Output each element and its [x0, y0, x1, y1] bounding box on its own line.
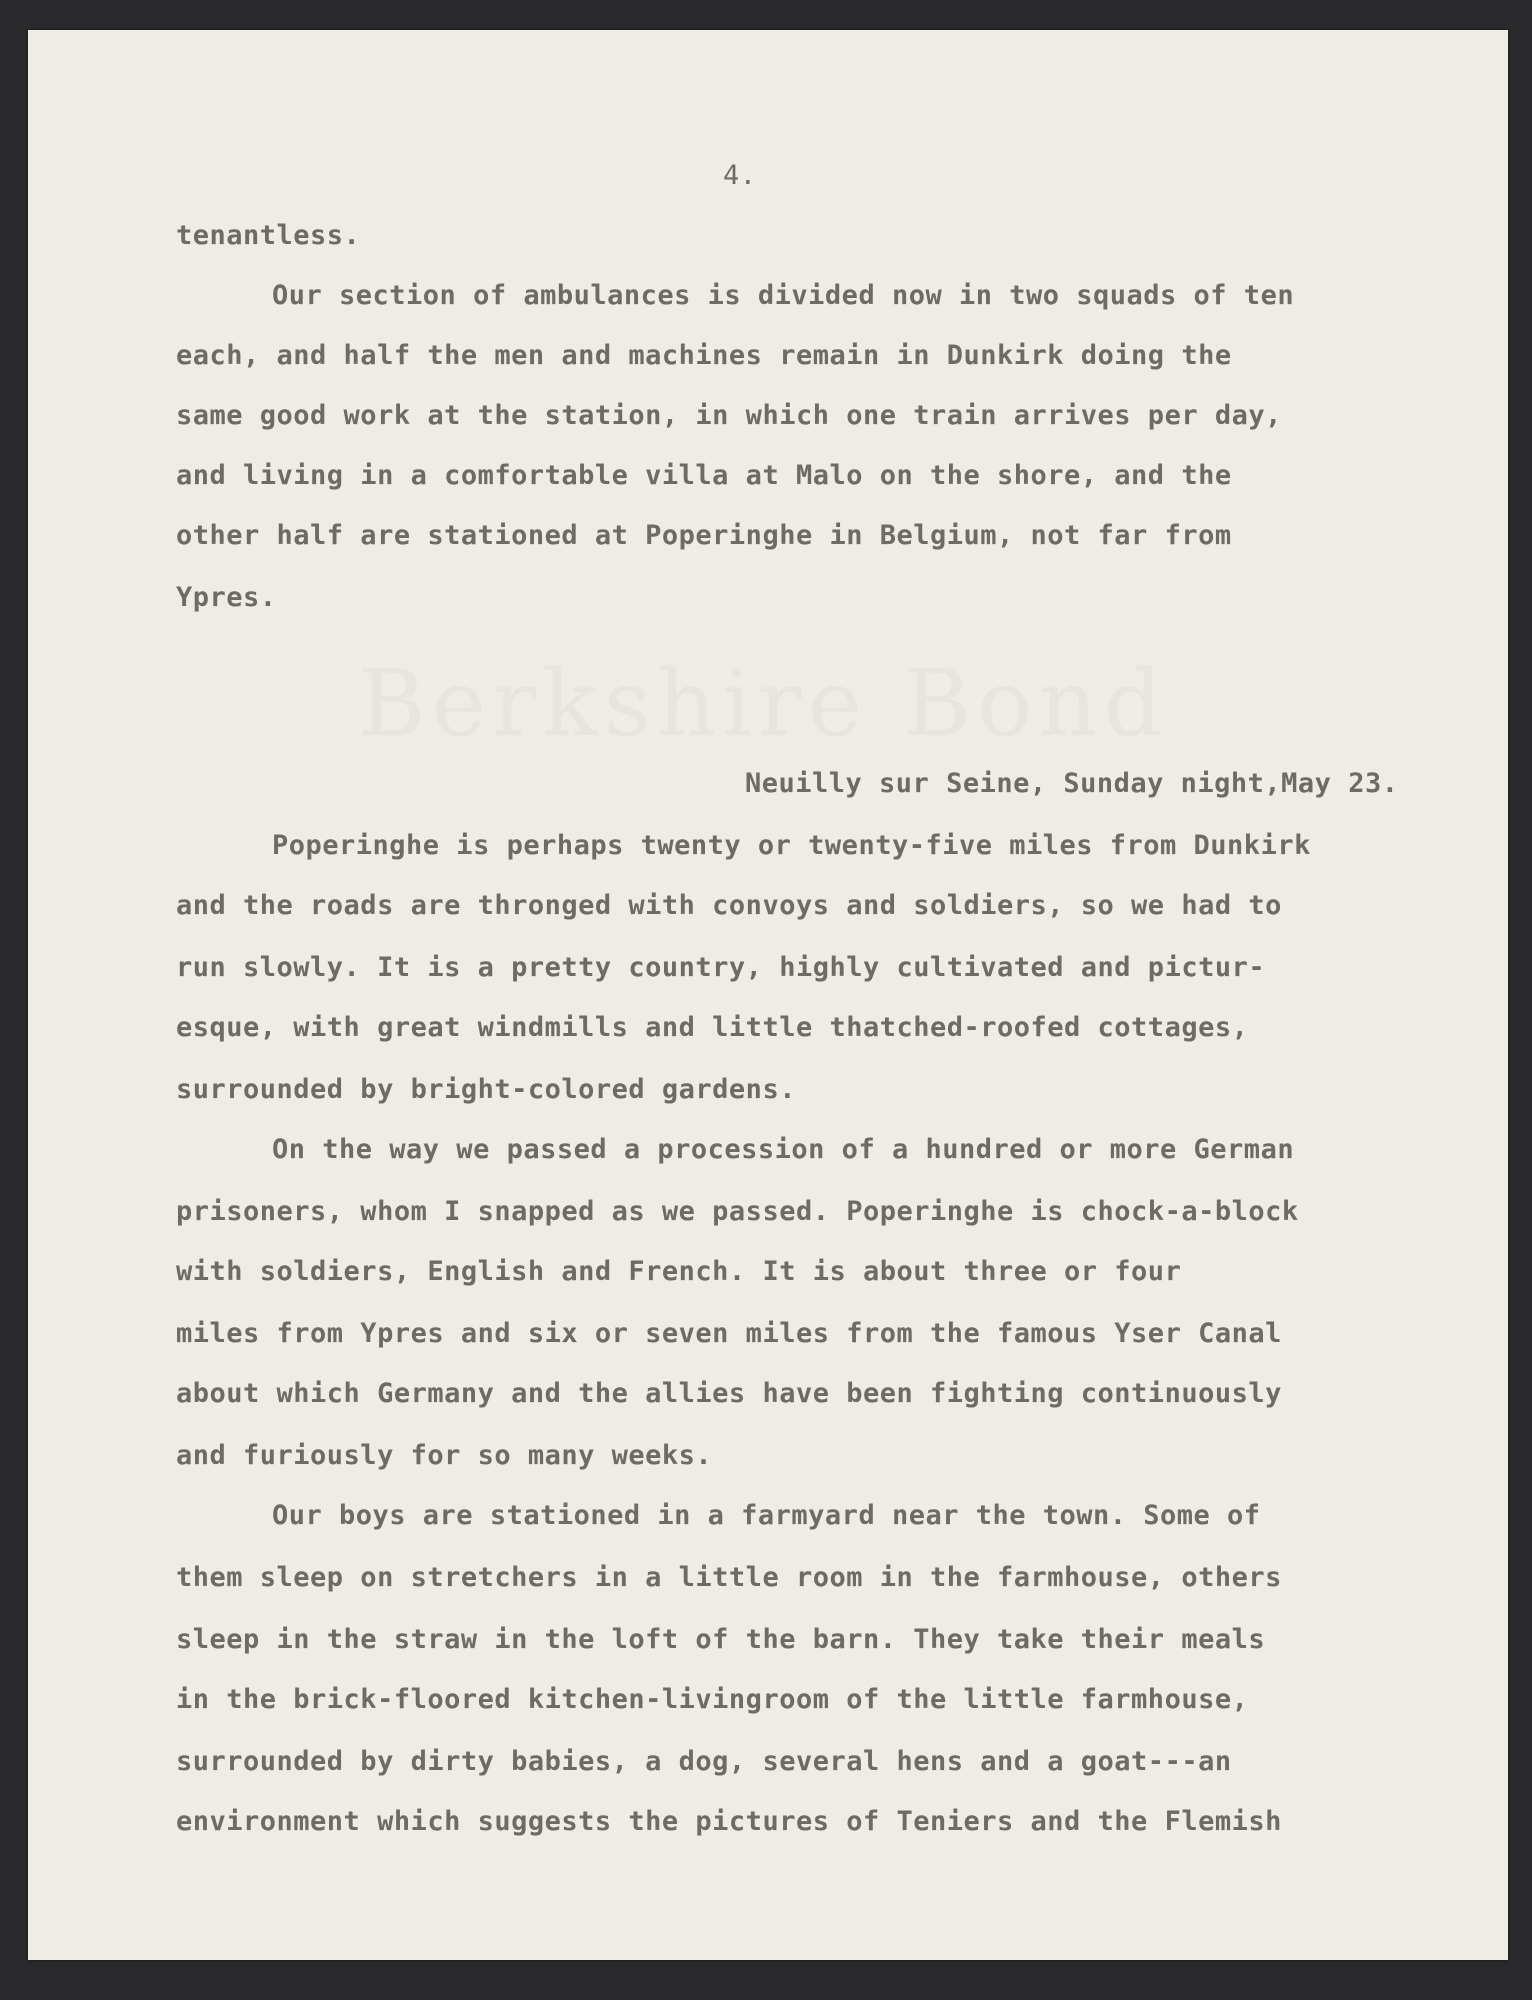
- text-line: run slowly. It is a pretty country, highly cultivated and pictur-: [176, 952, 1266, 983]
- text-line: each, and half the men and machines remain in Dunkirk doing the: [176, 340, 1232, 371]
- text-line: and living in a comfortable villa at Malo on the shore, and the: [176, 460, 1232, 491]
- text-line: sleep in the straw in the loft of the barn. They take their meals: [176, 1624, 1266, 1655]
- text-line: Ypres.: [176, 582, 277, 613]
- text-line: other half are stationed at Poperinghe in Belgium, not far from: [176, 520, 1232, 551]
- text-line: Our boys are stationed in a farmyard near the town. Some of: [272, 1500, 1261, 1531]
- text-line: tenantless.: [176, 220, 361, 251]
- text-line: Our section of ambulances is divided now in two squads of ten: [272, 280, 1295, 311]
- text-line: them sleep on stretchers in a little room in the farmhouse, others: [176, 1562, 1282, 1593]
- page-number: 4.: [723, 160, 757, 191]
- text-line: esque, with great windmills and little thatched-roofed cottages,: [176, 1012, 1249, 1043]
- text-line: Poperinghe is perhaps twenty or twenty-five miles from Dunkirk: [272, 830, 1311, 861]
- text-line: in the brick-floored kitchen-livingroom of the little farmhouse,: [176, 1684, 1249, 1715]
- dateline: Neuilly sur Seine, Sunday night,May 23.: [745, 768, 1399, 799]
- paper-watermark: Berkshire Bond: [358, 650, 1169, 757]
- text-line: and the roads are thronged with convoys and soldiers, so we had to: [176, 890, 1282, 921]
- text-line: with soldiers, English and French. It is about three or four: [176, 1256, 1182, 1287]
- text-line: miles from Ypres and six or seven miles from the famous Yser Canal: [176, 1318, 1282, 1349]
- text-line: and furiously for so many weeks.: [176, 1440, 713, 1471]
- text-line: On the way we passed a procession of a hundred or more German: [272, 1134, 1295, 1165]
- typed-letter-page: [28, 30, 1508, 1960]
- text-line: surrounded by bright-colored gardens.: [176, 1074, 796, 1105]
- text-line: same good work at the station, in which one train arrives per day,: [176, 400, 1282, 431]
- text-line: surrounded by dirty babies, a dog, several hens and a goat---an: [176, 1746, 1232, 1777]
- text-line: about which Germany and the allies have been fighting continuously: [176, 1378, 1282, 1409]
- text-line: prisoners, whom I snapped as we passed. Poperinghe is chock-a-block: [176, 1196, 1299, 1227]
- text-line: environment which suggests the pictures of Teniers and the Flemish: [176, 1806, 1282, 1837]
